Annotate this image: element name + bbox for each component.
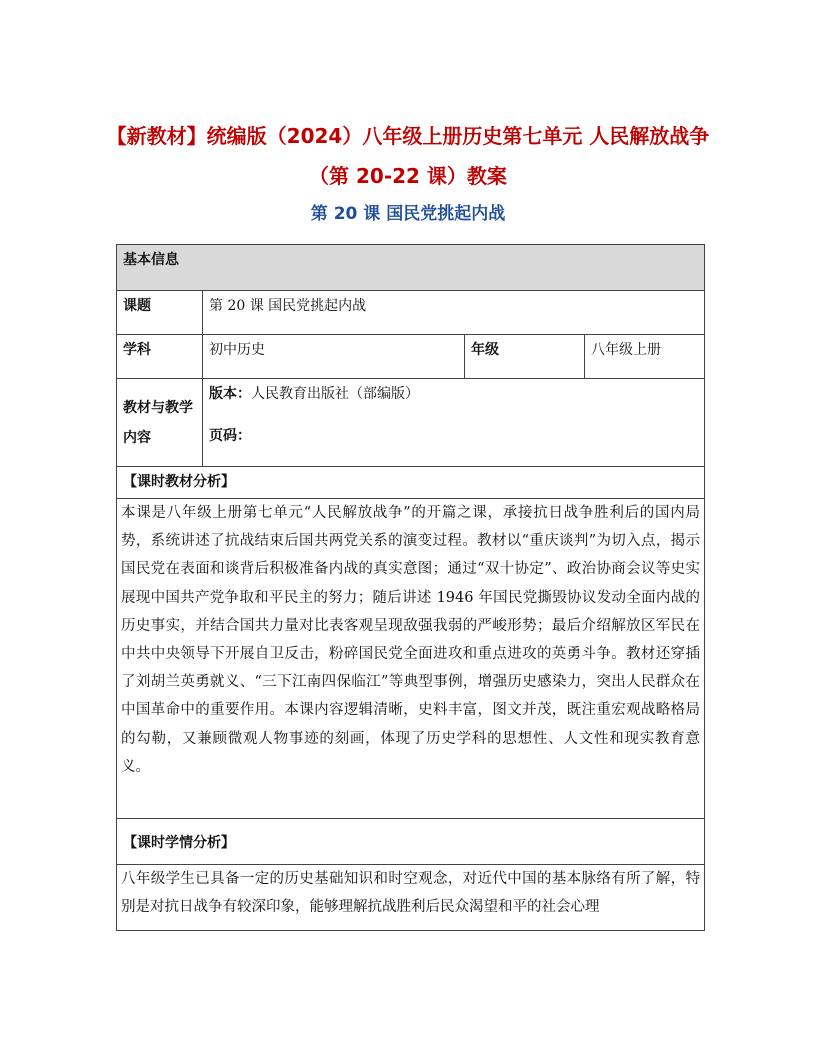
material-cell: [203, 379, 705, 467]
version-value: 人民教育出版社（部编版）: [251, 386, 419, 402]
textbook-analysis-text: 本课是八年级上册第七单元“人民解放战争”的开篇之课，承接抗日战争胜利后的国内局势，系统讲述了抗战结束后国共两党关系的演变过程。教材以“重庆谈判”为切入点，揭示国民党在表面和谈背后积极准备内战的真实意图；通过“双十协定”、政治协商会议等史实展现中国共产党争取和平民主的努力；随后讲述 1946 年国民党撕毁协议发动全面内战的历史事实，并结合国共力量对比表客观呈现敌强我弱的严峻形势；最后介绍解放区军民在中共中央领导下开展自卫反击，粉碎国民党全面进攻和重点进攻的英勇斗争。教材还穿插了刘胡兰英勇就义、“三下江南四保临江”等典型事例，增强历史感染力，突出人民群众在中国革命中的重要作用。本课内容逻辑清晰，史料丰富，图文并茂，既注重宏观战略格局的勾勒，又兼顾微观人物事迹的刻画，体现了历史学科的思想性、人文性和现实教育意义。: [117, 499, 705, 819]
textbook-analysis-header: 【课时教材分析】: [117, 467, 705, 499]
version-label: 版本：: [209, 386, 251, 402]
version-line: [209, 383, 698, 405]
document-title: 【新教材】统编版（2024）八年级上册历史第七单元 人民解放战争（第 20-22 课）教案: [106, 124, 710, 188]
student-analysis-header: 【课时学情分析】: [117, 819, 705, 865]
page-label: 页码：: [209, 428, 251, 444]
student-analysis-text: 八年级学生已具备一定的历史基础知识和时空观念，对近代中国的基本脉络有所了解，特别是对抗日战争有较深印象，能够理解抗战胜利后民众渴望和平的社会心理: [117, 865, 705, 931]
grade-label: 年级: [465, 335, 585, 379]
subject-label: 学科: [117, 335, 203, 379]
topic-label: 课题: [117, 291, 203, 335]
lesson-heading: 第 20 课 国民党挑起内战: [310, 204, 506, 224]
grade-value: 八年级上册: [585, 335, 705, 379]
basic-info-header: 基本信息: [117, 245, 705, 291]
subject-value: 初中历史: [203, 335, 465, 379]
material-label: 教材与教学内容: [117, 379, 203, 467]
lesson-info-table: [116, 244, 705, 931]
topic-value: 第 20 课 国民党挑起内战: [203, 291, 705, 335]
